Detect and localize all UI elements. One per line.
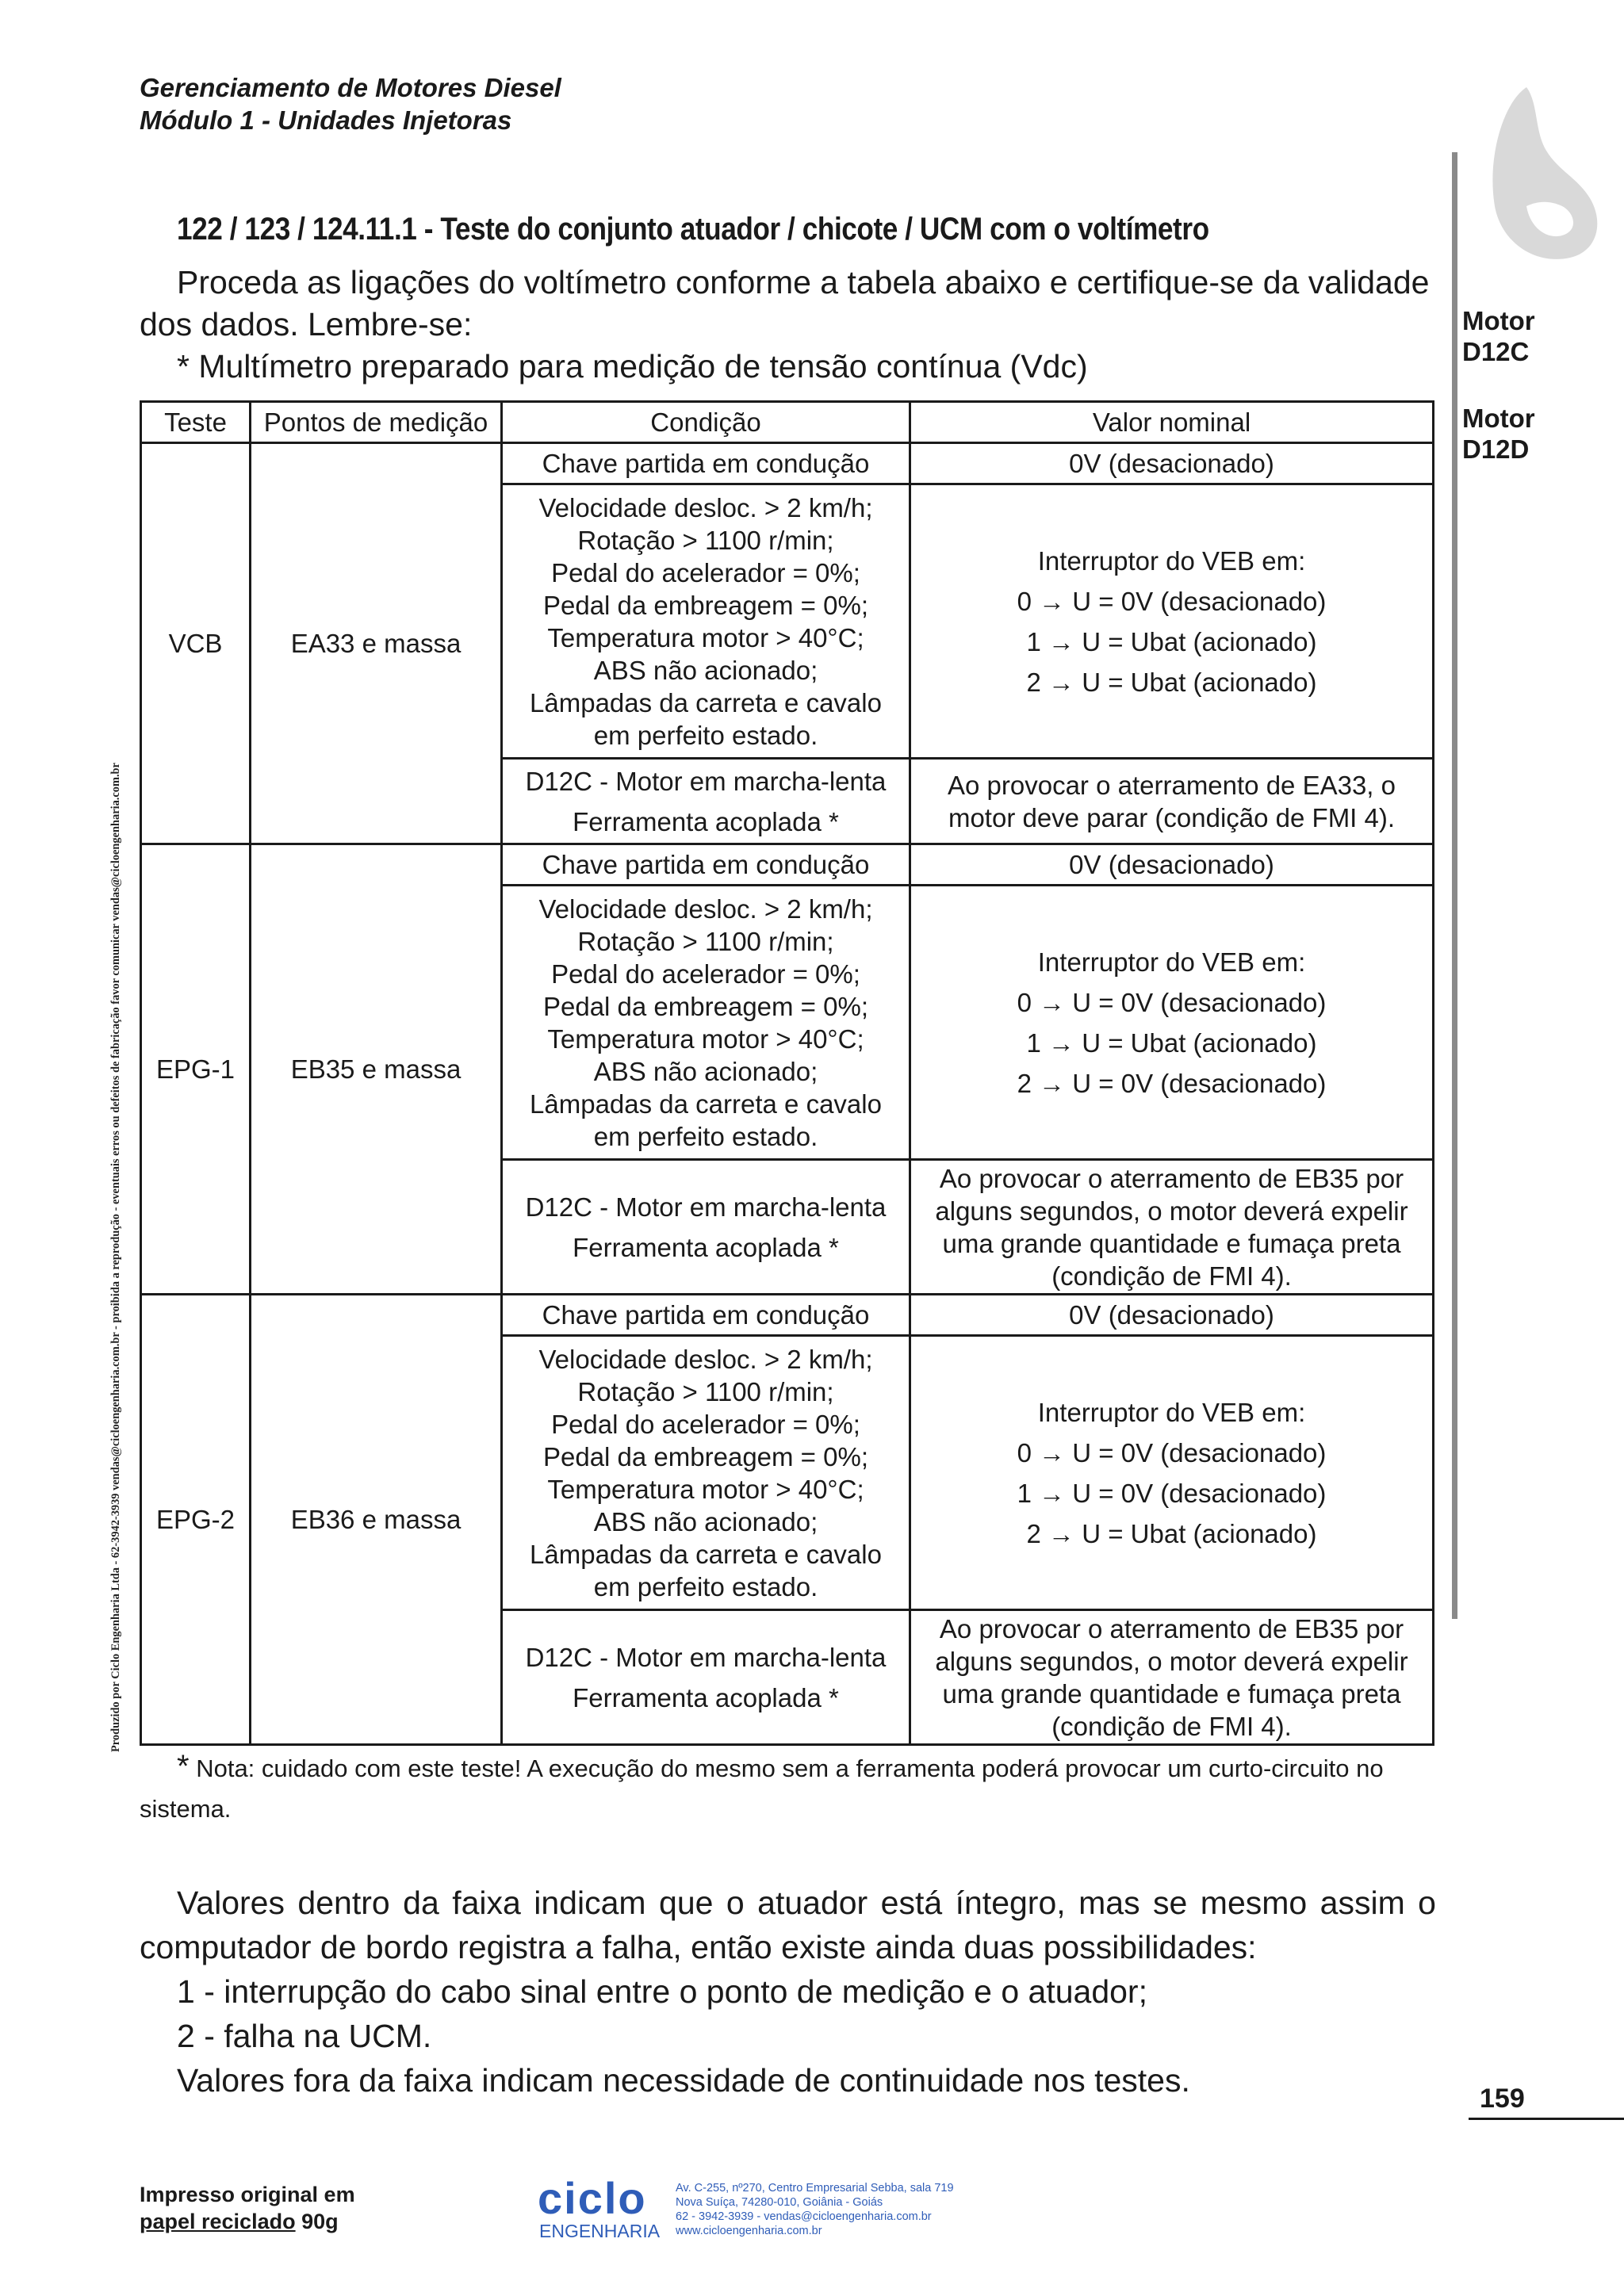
cell-line: Rotação > 1100 r/min; <box>577 926 834 956</box>
ciclo-logo <box>536 2172 671 2248</box>
document-header <box>140 71 561 136</box>
cell-line: Pedal da embreagem = 0%; <box>542 1441 868 1471</box>
cell-line: em perfeito estado. <box>593 1571 818 1601</box>
intro-paragraph: Proceda as ligações do voltímetro conforme a tabela abaixo e certifique-se da validade dos dados. Lembre-se: <box>140 264 1430 342</box>
condition-cell: Chave partida em condução <box>502 844 910 886</box>
column-header: Valor nominal <box>910 402 1434 443</box>
cell-line: (condição de FMI 4). <box>1051 1711 1292 1741</box>
cell-line: Velocidade desloc. > 2 km/h; <box>538 1344 873 1374</box>
footer-underlined: papel reciclado <box>140 2210 296 2233</box>
cell-line: em perfeito estado. <box>593 1121 818 1151</box>
conclusion-block <box>140 1881 1436 2103</box>
measurement-table <box>140 400 1434 1746</box>
measure-points-cell: EB36 e massa <box>251 1295 502 1745</box>
cell-line: 0 → U = 0V (desacionado) <box>1017 1437 1327 1468</box>
cell-line: Rotação > 1100 r/min; <box>577 525 834 555</box>
page-number: 159 <box>1480 2084 1525 2114</box>
cell-line: Velocidade desloc. > 2 km/h; <box>538 894 873 924</box>
cell-line: 0 → U = 0V (desacionado) <box>1017 987 1327 1017</box>
condition-cell <box>502 484 910 759</box>
cell-line: Ferramenta acoplada * <box>573 806 839 836</box>
sidebar-label-text: Motor <box>1462 404 1535 433</box>
cell-line: 2 → U = Ubat (acionado) <box>1026 1518 1317 1548</box>
condition-cell <box>502 1160 910 1295</box>
header-line-2: Módulo 1 - Unidades Injetoras <box>140 105 512 135</box>
nominal-value-cell <box>910 1610 1434 1745</box>
cell-line: Pedal do acelerador = 0%; <box>551 959 860 989</box>
address-line: Av. C-255, nº270, Centro Empresarial Sebba, sala 719 <box>676 2182 954 2195</box>
nominal-value-cell <box>910 484 1434 759</box>
cell-line: motor deve parar (condição de FMI 4). <box>948 802 1396 832</box>
cell-line: ABS não acionado; <box>593 655 818 685</box>
footer-weight: 90g <box>295 2210 339 2233</box>
cell-line: Interruptor do VEB em: <box>1037 947 1306 977</box>
cell-line: uma grande quantidade e fumaça preta <box>942 1678 1401 1709</box>
conclusion-paragraph: Valores dentro da faixa indicam que o atuador está íntegro, mas se mesmo assim o computador de bordo registra a falha, então existe ainda duas possibilidades: <box>140 1885 1436 1965</box>
test-name-cell: EPG-1 <box>141 844 251 1295</box>
condition-cell <box>502 886 910 1160</box>
footer-address <box>676 2181 954 2238</box>
address-line: www.cicloengenharia.com.br <box>676 2225 822 2237</box>
test-name-cell: EPG-2 <box>141 1295 251 1745</box>
cell-line: Rotação > 1100 r/min; <box>577 1376 834 1406</box>
cell-line: Temperatura motor > 40°C; <box>547 1474 864 1504</box>
sidebar-divider <box>1452 152 1457 1619</box>
sidebar-label-d12c <box>1462 305 1535 367</box>
cell-line: 2 → U = 0V (desacionado) <box>1017 1068 1327 1098</box>
column-header: Condição <box>502 402 910 443</box>
cell-line: Pedal da embreagem = 0%; <box>542 991 868 1021</box>
footer-line-1: Impresso original em <box>140 2183 355 2206</box>
cell-line: Ferramenta acoplada * <box>573 1232 839 1262</box>
cell-line: Ferramenta acoplada * <box>573 1682 839 1712</box>
nominal-value-cell <box>910 1336 1434 1610</box>
cell-line: Ao provocar o aterramento de EB35 por <box>939 1613 1404 1644</box>
measure-points-cell: EA33 e massa <box>251 443 502 844</box>
intro-block <box>140 262 1436 388</box>
measure-points-cell: EB35 e massa <box>251 844 502 1295</box>
cell-line: Interruptor do VEB em: <box>1037 1397 1306 1427</box>
table-row <box>141 1295 1434 1336</box>
cell-line: 1 → U = Ubat (acionado) <box>1026 1027 1317 1058</box>
footer-print-info <box>140 2181 355 2235</box>
nominal-value-cell <box>910 886 1434 1160</box>
sidebar-label-d12d <box>1462 403 1535 465</box>
sidebar-label-text: Motor <box>1462 306 1535 335</box>
sidebar-label-text: D12C <box>1462 337 1530 366</box>
header-line-1: Gerenciamento de Motores Diesel <box>140 73 561 102</box>
cell-line: Lâmpadas da carreta e cavalo <box>530 687 882 718</box>
cell-line: ABS não acionado; <box>593 1506 818 1536</box>
cell-line: (condição de FMI 4). <box>1051 1261 1292 1291</box>
cell-line: em perfeito estado. <box>593 720 818 750</box>
vertical-copyright-text: Produzido por Ciclo Engenharia Ltda - 62-3942-3939 vendas@cicloengenharia.com.br - proibida a reprodução - eventuais erros ou defeitos de fabricação favor comunicar vendas@cicloengenharia.com.br <box>109 763 122 1752</box>
conclusion-paragraph: Valores fora da faixa indicam necessidade de continuidade nos testes. <box>177 2062 1190 2099</box>
footer-line-2 <box>140 2208 355 2235</box>
cell-line: uma grande quantidade e fumaça preta <box>942 1228 1401 1258</box>
table-header-row <box>141 402 1434 443</box>
section-title: 122 / 123 / 124.11.1 - Teste do conjunto atuador / chicote / UCM com o voltímetro <box>177 212 1209 247</box>
page-number-rule <box>1469 2118 1624 2120</box>
logo-word: ciclo <box>538 2173 647 2223</box>
cell-line: D12C - Motor em marcha-lenta <box>525 1192 887 1222</box>
cell-line: D12C - Motor em marcha-lenta <box>525 766 887 796</box>
nominal-value-cell: 0V (desacionado) <box>910 844 1434 886</box>
nominal-value-cell <box>910 759 1434 844</box>
sidebar-label-text: D12D <box>1462 434 1530 464</box>
cell-line: alguns segundos, o motor deverá expelir <box>935 1646 1408 1676</box>
cell-line: Lâmpadas da carreta e cavalo <box>530 1539 882 1569</box>
table-row <box>141 844 1434 886</box>
reminder-line: * Multímetro preparado para medição de tensão contínua (Vdc) <box>177 348 1088 385</box>
table-row <box>141 443 1434 484</box>
cell-line: Pedal da embreagem = 0%; <box>542 590 868 620</box>
cell-line: Temperatura motor > 40°C; <box>547 1024 864 1054</box>
watermark-swirl-icon <box>1471 71 1606 277</box>
nominal-value-cell: 0V (desacionado) <box>910 443 1434 484</box>
cell-line: Ao provocar o aterramento de EB35 por <box>939 1163 1404 1193</box>
condition-cell <box>502 759 910 844</box>
cell-line: ABS não acionado; <box>593 1056 818 1086</box>
table-note <box>140 1747 1436 1829</box>
column-header: Pontos de medição <box>251 402 502 443</box>
cell-line: alguns segundos, o motor deverá expelir <box>935 1196 1408 1226</box>
condition-cell <box>502 1336 910 1610</box>
note-text: Nota: cuidado com este teste! A execução do mesmo sem a ferramenta poderá provocar um curto-circuito no sistema. <box>140 1755 1384 1823</box>
cell-line: Pedal do acelerador = 0%; <box>551 1409 860 1439</box>
cell-line: Ao provocar o aterramento de EA33, o <box>948 770 1396 800</box>
cell-line: Velocidade desloc. > 2 km/h; <box>538 492 873 522</box>
address-line: 62 - 3942-3939 - vendas@cicloengenharia.com.br <box>676 2210 932 2223</box>
address-line: Nova Suíça, 74280-010, Goiânia - Goiás <box>676 2196 883 2209</box>
nominal-value-cell <box>910 1160 1434 1295</box>
nominal-value-cell: 0V (desacionado) <box>910 1295 1434 1336</box>
cell-line: Pedal do acelerador = 0%; <box>551 557 860 587</box>
condition-cell: Chave partida em condução <box>502 443 910 484</box>
cell-line: 1 → U = Ubat (acionado) <box>1026 626 1317 656</box>
note-star: * <box>177 1749 190 1784</box>
cell-line: Temperatura motor > 40°C; <box>547 622 864 652</box>
test-name-cell: VCB <box>141 443 251 844</box>
condition-cell: Chave partida em condução <box>502 1295 910 1336</box>
condition-cell <box>502 1610 910 1745</box>
cell-line: 2 → U = Ubat (acionado) <box>1026 667 1317 697</box>
cell-line: Interruptor do VEB em: <box>1037 545 1306 576</box>
logo-sub: ENGENHARIA <box>539 2221 661 2241</box>
ciclo-logo-icon <box>536 2172 671 2244</box>
cell-line: 1 → U = 0V (desacionado) <box>1017 1478 1327 1508</box>
column-header: Teste <box>141 402 251 443</box>
list-item: 1 - interrupção do cabo sinal entre o ponto de medição e o atuador; <box>177 1973 1147 2010</box>
list-item: 2 - falha na UCM. <box>177 2018 432 2054</box>
cell-line: D12C - Motor em marcha-lenta <box>525 1642 887 1672</box>
cell-line: 0 → U = 0V (desacionado) <box>1017 586 1327 616</box>
cell-line: Lâmpadas da carreta e cavalo <box>530 1089 882 1119</box>
